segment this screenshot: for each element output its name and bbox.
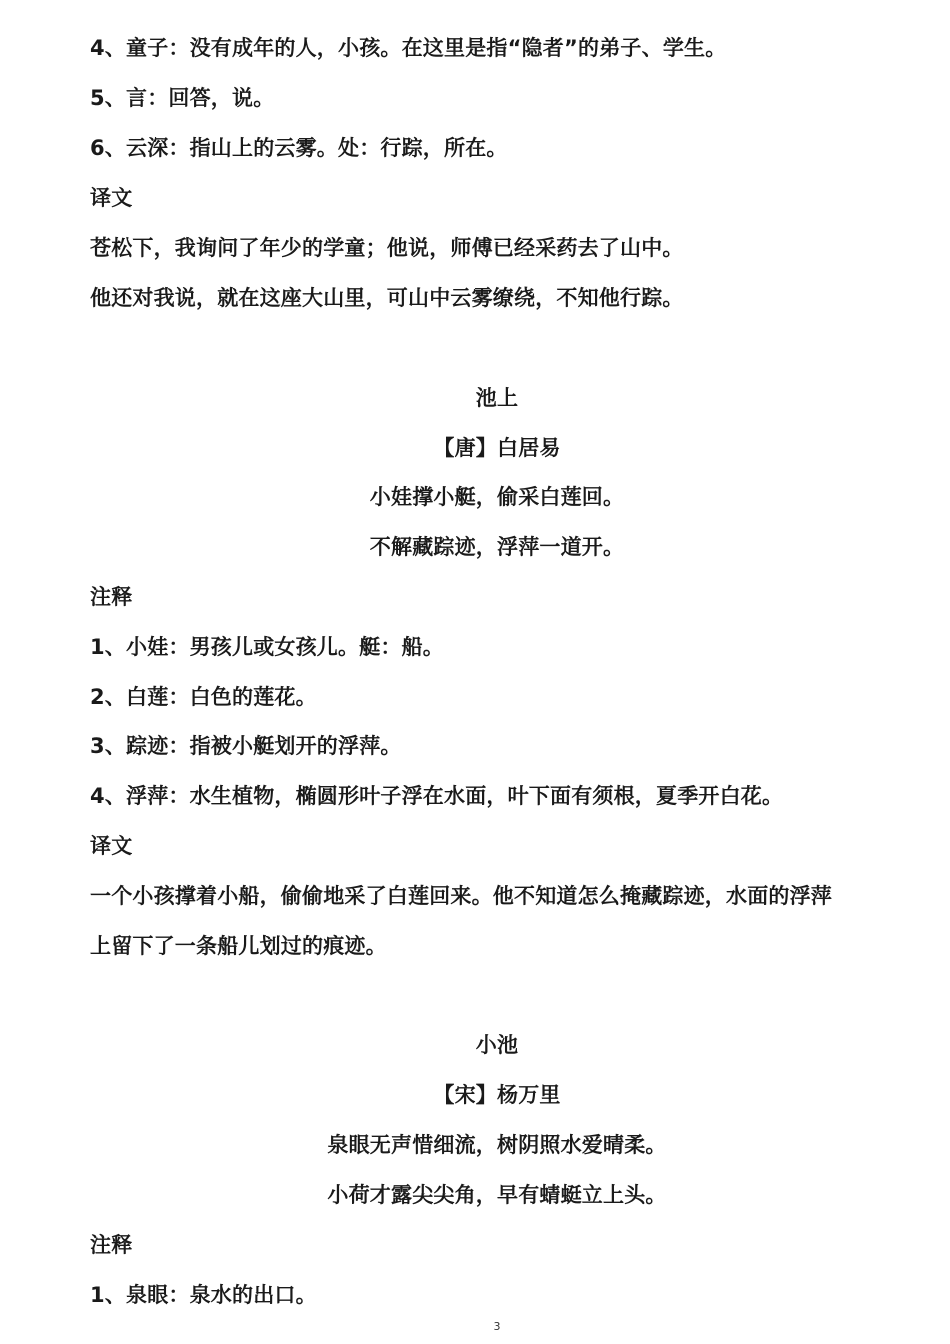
translation-line: 苍松下，我询问了年少的学童；他说，师傅已经采药去了山中。 <box>90 236 684 260</box>
poem-line: 泉眼无声惜细流，树阴照水爱晴柔。 <box>327 1133 667 1157</box>
translation-heading: 译文 <box>90 186 133 210</box>
note-line: 3、踪迹：指被小艇划开的浮萍。 <box>90 734 402 758</box>
poem-author: 【宋】杨万里 <box>433 1083 561 1107</box>
page-number: 3 <box>493 1320 501 1333</box>
poem-title: 小池 <box>475 1033 519 1057</box>
notes-heading: 注释 <box>90 1233 133 1257</box>
note-line: 2、白莲：白色的莲花。 <box>90 685 317 709</box>
notes-heading: 注释 <box>90 585 133 609</box>
poem-line: 小荷才露尖尖角，早有蜻蜓立上头。 <box>327 1183 667 1207</box>
translation-line: 一个小孩撑着小船，偷偷地采了白莲回来。他不知道怎么掩藏踪迹，水面的浮萍 <box>90 884 832 908</box>
poem-line: 不解藏踪迹，浮萍一道开。 <box>369 535 625 559</box>
note-line: 4、童子：没有成年的人，小孩。在这里是指“隐者”的弟子、学生。 <box>90 36 727 60</box>
translation-heading: 译文 <box>90 834 133 858</box>
note-line: 1、小娃：男孩儿或女孩儿。艇：船。 <box>90 635 445 659</box>
poem-line: 小娃撑小艇，偷采白莲回。 <box>369 485 625 509</box>
note-line: 1、泉眼：泉水的出口。 <box>90 1283 317 1307</box>
note-line: 5、言：回答，说。 <box>90 86 275 110</box>
poem-author: 【唐】白居易 <box>433 436 561 460</box>
translation-line: 他还对我说，就在这座大山里，可山中云雾缭绕，不知他行踪。 <box>90 286 684 310</box>
poem-title: 池上 <box>475 386 519 410</box>
note-line: 4、浮萍：水生植物，椭圆形叶子浮在水面，叶下面有须根，夏季开白花。 <box>90 784 784 808</box>
translation-line: 上留下了一条船儿划过的痕迹。 <box>90 934 387 958</box>
note-line: 6、云深：指山上的云雾。处：行踪，所在。 <box>90 136 508 160</box>
